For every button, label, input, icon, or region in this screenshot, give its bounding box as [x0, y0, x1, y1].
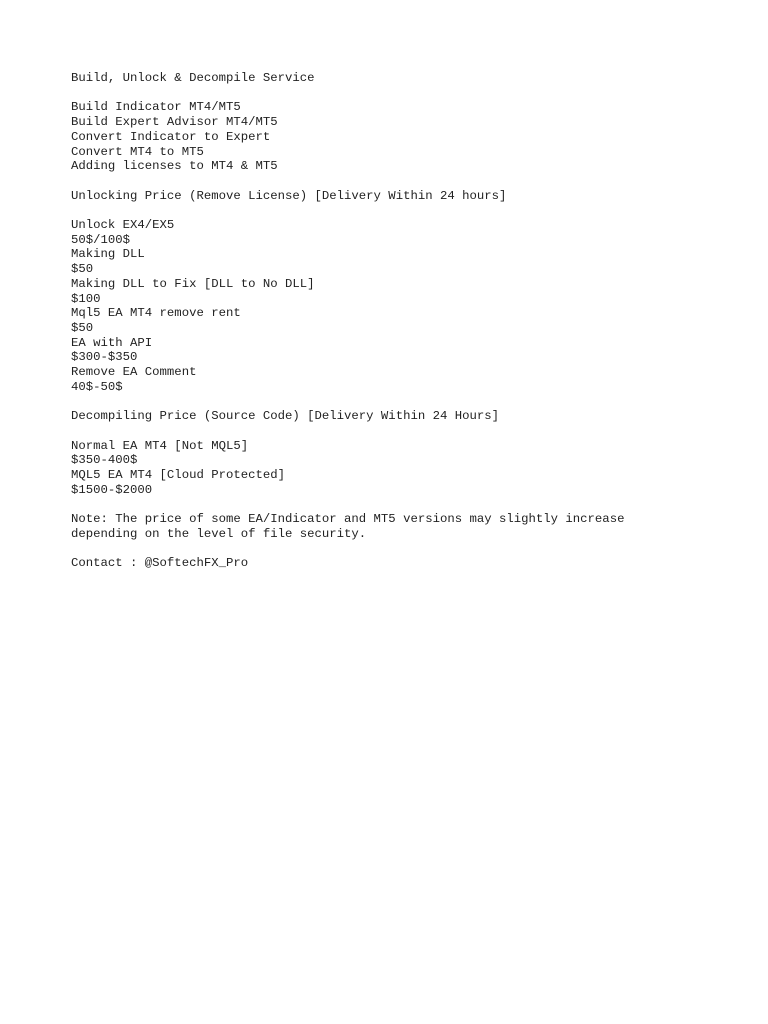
- document-page: [71, 71, 751, 571]
- price-item-name: Making DLL to Fix [DLL to No DLL]: [71, 276, 315, 291]
- service-item: Adding licenses to MT4 & MT5: [71, 159, 278, 174]
- price-item-name: Unlock EX4/EX5: [71, 217, 175, 232]
- price-item-name: EA with API: [71, 335, 153, 350]
- price-item-value: 50$/100$: [71, 232, 131, 247]
- contact-line: Contact : @SoftechFX_Pro: [71, 556, 249, 571]
- price-item-name: Mql5 EA MT4 remove rent: [71, 306, 241, 321]
- service-item: Build Indicator MT4/MT5: [71, 100, 241, 115]
- decompiling-heading: Decompiling Price (Source Code) [Delivery Within 24 Hours]: [71, 409, 500, 424]
- unlocking-price-list: [71, 218, 751, 394]
- price-item-value: $350-400$: [71, 453, 138, 468]
- note-line: Note: The price of some EA/Indicator and MT5 versions may slightly increase: [71, 512, 625, 526]
- price-item-value: $300-$350: [71, 350, 138, 365]
- note-line: depending on the level of file security.: [71, 526, 367, 541]
- price-item-value: 40$-50$: [71, 379, 123, 394]
- price-item-value: $50: [71, 262, 94, 277]
- decompiling-price-list: [71, 439, 751, 498]
- price-item-name: Making DLL: [71, 247, 145, 262]
- price-item-name: MQL5 EA MT4 [Cloud Protected]: [71, 467, 286, 482]
- unlocking-heading: Unlocking Price (Remove License) [Delivery Within 24 hours]: [71, 188, 507, 203]
- build-services-list: [71, 100, 751, 174]
- service-item: Convert MT4 to MT5: [71, 144, 204, 159]
- price-item-value: $100: [71, 291, 101, 306]
- service-item: Build Expert Advisor MT4/MT5: [71, 115, 278, 130]
- pricing-note: [71, 512, 751, 541]
- document-title: Build, Unlock & Decompile Service: [71, 71, 315, 85]
- price-item-value: $1500-$2000: [71, 482, 153, 497]
- price-item-name: Remove EA Comment: [71, 365, 197, 380]
- price-item-name: Normal EA MT4 [Not MQL5]: [71, 438, 249, 453]
- service-item: Convert Indicator to Expert: [71, 129, 271, 144]
- price-item-value: $50: [71, 320, 94, 335]
